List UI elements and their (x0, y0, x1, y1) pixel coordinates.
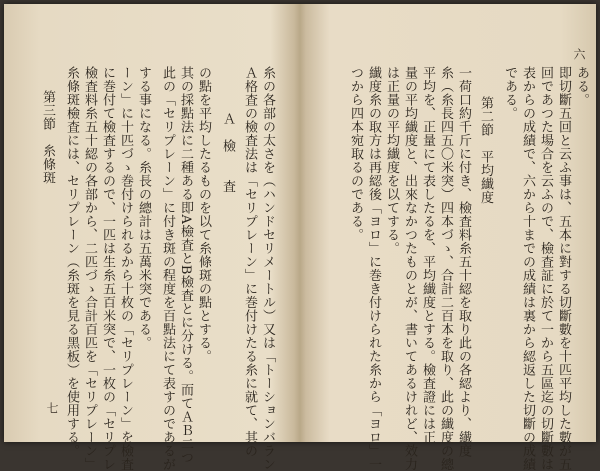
left-line-4: ーン」に十匹づゝ巻付けられるから十枚の「セリプレーン」を檢査 (118, 66, 133, 471)
left-line-6: 此の「セリプレーン」に付き斑の程度を百點法にて表すのであるが (160, 66, 175, 471)
left-line-1: 糸條斑檢査には、セリプレーン（糸斑を見る黑板）を使用する。 (64, 66, 79, 458)
right-line-8: 一荷口約千斤に付き、檢査料糸五十綛を取り此の各綛より、纎度 (456, 66, 471, 458)
left-line-10: Ａ 檢 査 (220, 112, 235, 193)
right-page-number: 六 (572, 48, 586, 60)
left-line-8: の點を平均したるものを以て糸條斑の點とする。 (196, 66, 211, 363)
right-line-4: 表からの成績で、六から十までの成績は裏から綛返した切斷の成績 (520, 66, 535, 471)
left-line-3: に巻付て檢査するので、一匹は生糸五百米突で、一枚の「セリプレ (100, 66, 115, 471)
left-line-5: する事になる。糸長の總計は五萬米突である。 (136, 66, 151, 350)
left-page-number: 七 (45, 402, 59, 414)
left-line-2: 檢査料糸五十綛の各部から、二匹づゝ合計百匹を「セリプレーン」 (82, 66, 97, 471)
right-line-10: 平均を、正量にて表したるを、平均纎度とする。檢査證には正 (420, 66, 435, 444)
right-line-11: 量の平均纎度と、出來なかつたものとが、書いてあるけれど、效力 (402, 66, 417, 471)
left-line-7: 其の採點法に二種ある即A檢査とB檢査とに分ける。而てＡＢ二つ (178, 66, 193, 464)
right-line-2: 即切斷五回と云ふ事は、五本に對する切斷數を十匹平均した數が五 (556, 66, 571, 471)
left-page (4, 4, 300, 471)
right-line-3: 回であつた場合を云ふので、檢査証に於て一から五區迄の切斷數は (538, 66, 553, 471)
right-line-9: 糸（糸長四五〇米突）四本づゝ、合計二百本を取り、此の纎度の總 (438, 66, 453, 471)
book-spread (4, 4, 596, 471)
left-section-heading: 第三節 糸條斑 (40, 90, 55, 185)
left-line-11: Ａ格査の檢査法は「セリプレーン」に巻付けたる糸に就て、其の (242, 66, 257, 458)
right-line-12: は正量の平均纎度を以てする。 (384, 66, 399, 255)
right-line-13: 纎度糸の取方は再綛後「ヨロ」に巻き付けられた糸から「ヨロ」一 (366, 66, 381, 471)
right-line-1: ある。 (574, 66, 589, 107)
right-line-5: である。 (502, 66, 517, 120)
right-section-heading: 第二節 平均纎度 (478, 96, 493, 204)
left-line-12: 糸の各部の太さを（ハンドセリメートル）又は「トーションバラン (260, 66, 275, 471)
right-line-14: つから四本宛取るのである。 (348, 66, 363, 242)
right-page (300, 4, 596, 471)
